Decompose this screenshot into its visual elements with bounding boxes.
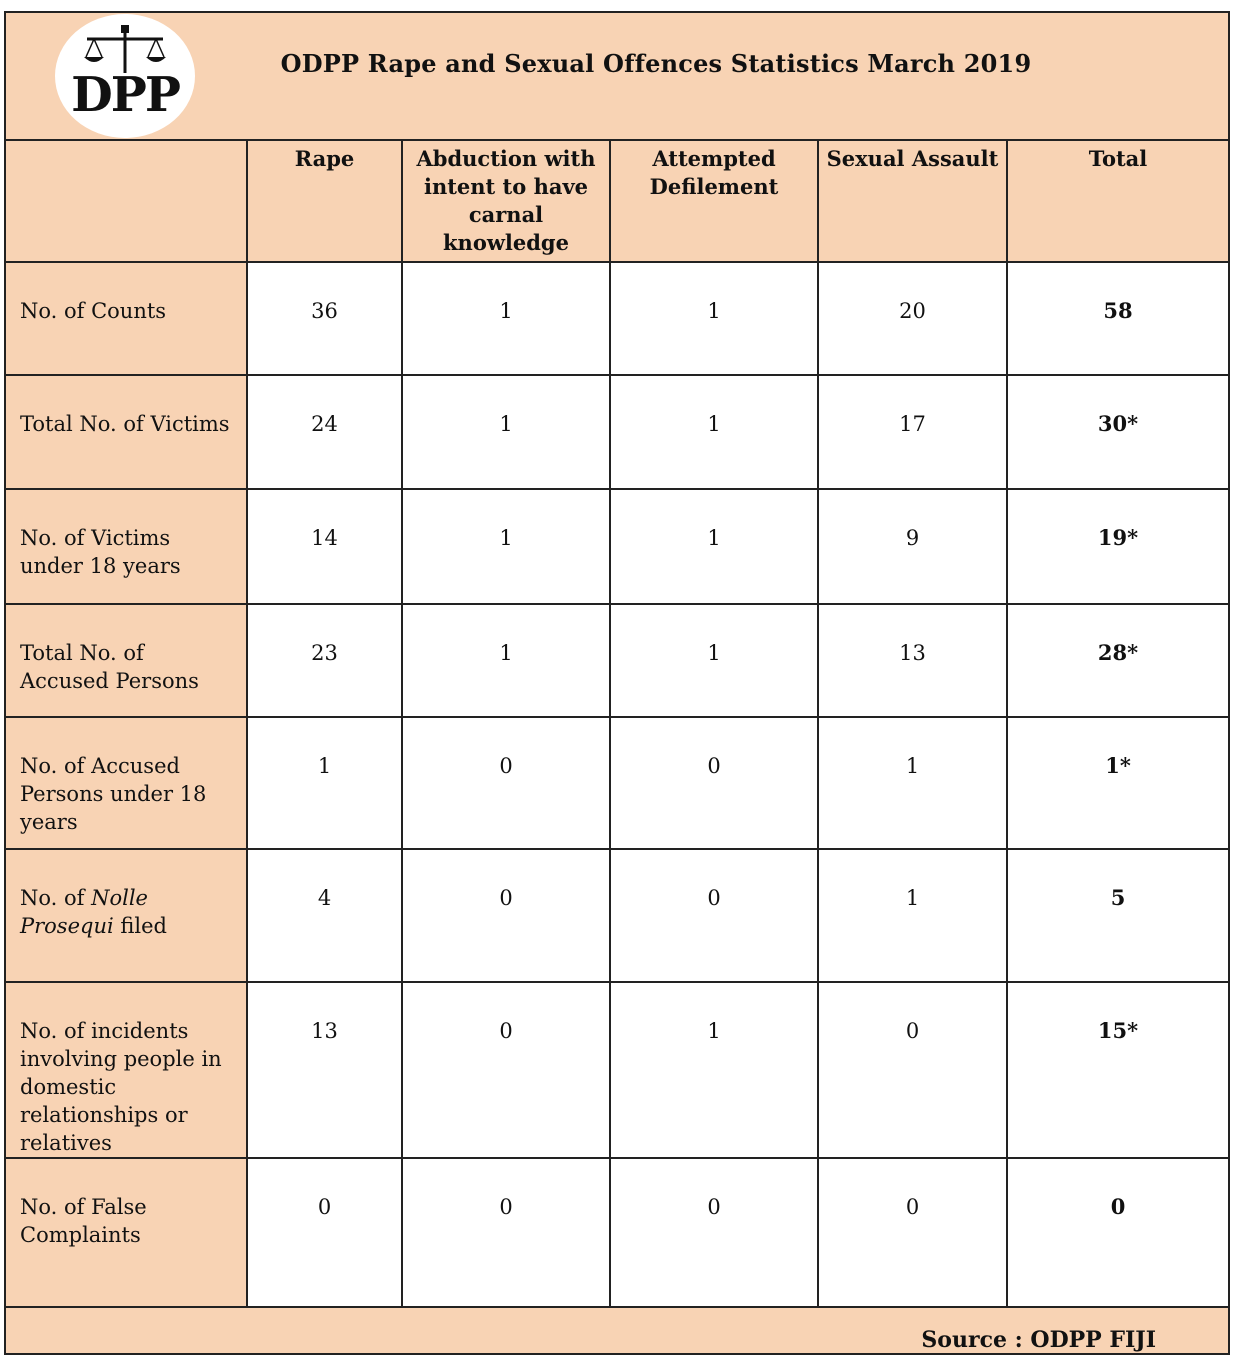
table-row <box>6 375 1228 489</box>
cell-rape: 4 <box>247 849 402 982</box>
cell-sexual-assault: 0 <box>818 982 1007 1158</box>
cell-abduction: 1 <box>402 489 610 604</box>
cell-abduction: 0 <box>402 717 610 849</box>
corner-cell <box>6 141 247 262</box>
row-label: Total No. of Victims <box>6 375 247 489</box>
cell-attempted-defilement: 1 <box>610 489 818 604</box>
statistics-sheet <box>4 11 1230 1355</box>
row-label: No. of Counts <box>6 262 247 375</box>
column-header-total: Total <box>1007 141 1228 262</box>
cell-sexual-assault: 17 <box>818 375 1007 489</box>
cell-abduction: 1 <box>402 604 610 717</box>
cell-abduction: 0 <box>402 849 610 982</box>
cell-sexual-assault: 20 <box>818 262 1007 375</box>
cell-total: 28* <box>1007 604 1228 717</box>
cell-total: 15* <box>1007 982 1228 1158</box>
cell-total: 19* <box>1007 489 1228 604</box>
cell-attempted-defilement: 1 <box>610 375 818 489</box>
row-label: No. of Victims under 18 years <box>6 489 247 604</box>
cell-total: 5 <box>1007 849 1228 982</box>
cell-attempted-defilement: 1 <box>610 262 818 375</box>
cell-attempted-defilement: 0 <box>610 717 818 849</box>
cell-rape: 36 <box>247 262 402 375</box>
cell-total: 0 <box>1007 1158 1228 1307</box>
table-row <box>6 982 1228 1158</box>
cell-attempted-defilement: 0 <box>610 1158 818 1307</box>
cell-rape: 23 <box>247 604 402 717</box>
row-label-italic: Nolle Prosequi <box>20 886 148 938</box>
row-label: No. of Accused Persons under 18 years <box>6 717 247 849</box>
header-band <box>6 13 1228 141</box>
column-header-abduction: Abduction with intent to have carnal knowledge <box>402 141 610 262</box>
cell-rape: 14 <box>247 489 402 604</box>
cell-abduction: 0 <box>402 1158 610 1307</box>
table-row <box>6 604 1228 717</box>
row-label-suffix: filed <box>113 914 167 938</box>
table-row <box>6 489 1228 604</box>
cell-rape: 0 <box>247 1158 402 1307</box>
cell-sexual-assault: 9 <box>818 489 1007 604</box>
cell-abduction: 0 <box>402 982 610 1158</box>
statistics-table <box>6 141 1228 1308</box>
cell-attempted-defilement: 1 <box>610 604 818 717</box>
cell-rape: 13 <box>247 982 402 1158</box>
cell-sexual-assault: 0 <box>818 1158 1007 1307</box>
cell-total: 1* <box>1007 717 1228 849</box>
cell-sexual-assault: 1 <box>818 849 1007 982</box>
cell-sexual-assault: 1 <box>818 717 1007 849</box>
cell-rape: 1 <box>247 717 402 849</box>
row-label: Total No. of Accused Persons <box>6 604 247 717</box>
table-row <box>6 1158 1228 1307</box>
row-label: No. of incidents involving people in domestic relationships or relatives <box>6 982 247 1158</box>
cell-abduction: 1 <box>402 262 610 375</box>
column-header-rape: Rape <box>247 141 402 262</box>
dpp-logo <box>54 13 196 139</box>
column-header-attempted-defilement: Attempted Defilement <box>610 141 818 262</box>
footer <box>6 1292 1228 1353</box>
cell-total: 30* <box>1007 375 1228 489</box>
cell-attempted-defilement: 1 <box>610 982 818 1158</box>
cell-attempted-defilement: 0 <box>610 849 818 982</box>
cell-abduction: 1 <box>402 375 610 489</box>
cell-sexual-assault: 13 <box>818 604 1007 717</box>
cell-rape: 24 <box>247 375 402 489</box>
row-label-prefix: No. of <box>20 886 92 910</box>
row-label <box>6 849 247 982</box>
table-row <box>6 717 1228 849</box>
table-row <box>6 262 1228 375</box>
source-note: Source : ODPP FIJI <box>921 1327 1156 1353</box>
scales-of-justice-icon <box>54 13 196 139</box>
page-title: ODPP Rape and Sexual Offences Statistics March 2019 <box>280 49 1032 78</box>
cell-total: 58 <box>1007 262 1228 375</box>
column-header-sexual-assault: Sexual Assault <box>818 141 1007 262</box>
header-row <box>6 141 1228 262</box>
table-row <box>6 849 1228 982</box>
row-label: No. of False Complaints <box>6 1158 247 1307</box>
logo-text: DPP <box>71 67 179 123</box>
